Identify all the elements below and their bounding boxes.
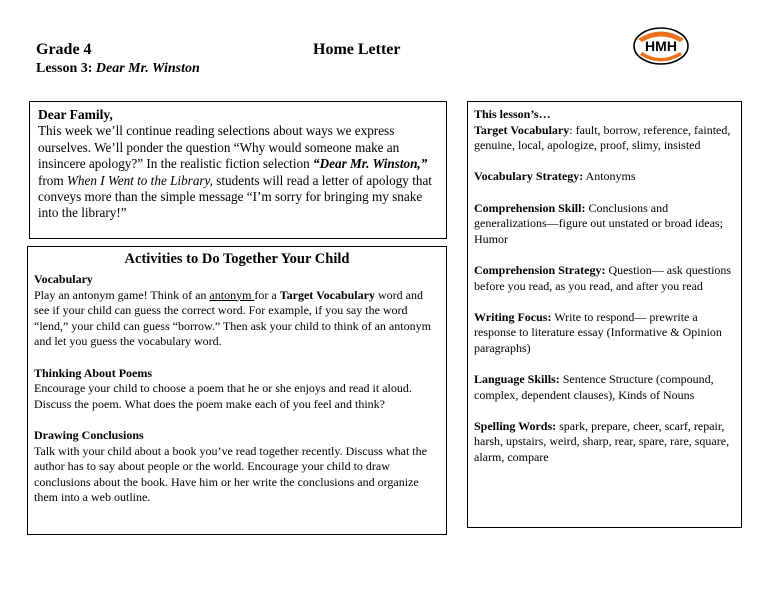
vocab-text-2: for a [254, 287, 280, 302]
vocab-text-3: word and see if your child can guess the correct word. For example, if you say the word “lend,” your child can guess “borrow.” Then ask your child to think of an antonym and let you guess the vocabulary word. [34, 287, 431, 349]
letter-box [29, 101, 447, 239]
vocabulary-strategy [474, 169, 735, 185]
writing-focus-value: Write to respond— prewrite a response to literature essay (Informative & Opinion paragraphs) [474, 309, 722, 355]
selection-title: “Dear Mr. Winston,” [313, 156, 428, 172]
publisher-logo [632, 26, 690, 66]
vocab-text [34, 288, 440, 350]
vocab-text-1: Play an antonym game! Think of an [34, 287, 210, 302]
comp-skill-label: Comprehension Skill: [474, 200, 586, 215]
writing-focus [474, 310, 735, 357]
lesson-label: Lesson 3: [36, 61, 93, 76]
letter-text-3: students will read a letter of apology that conveys more than the simple message “I’m sorry for bringing my snake into the library!” [38, 172, 432, 221]
target-vocab-label: Target Vocabulary [474, 122, 570, 137]
vocab-heading: Vocabulary [34, 272, 93, 286]
poems-text: Encourage your child to choose a poem that he or she enjoys and read it aloud. Discuss the poem. What does the poem make each of you feel and think? [34, 381, 412, 411]
comprehension-strategy [474, 263, 735, 294]
comp-strategy-value: Question— ask questions before you read, as you read, and after you read [474, 262, 732, 293]
spelling-words-list: spark, prepare, cheer, scarf, repair, harsh, upstairs, weird, sharp, rear, spare, rare, square, alarm, compare [474, 418, 730, 465]
lesson-sidebar [467, 101, 742, 528]
language-skills [474, 372, 735, 403]
comp-strategy-label: Comprehension Strategy: [474, 262, 606, 277]
sidebar-intro: This lesson’s… [474, 107, 551, 121]
logo-text: HMH [645, 38, 677, 54]
spelling-words-label: Spelling Words: [474, 418, 557, 433]
comp-skill-value: Conclusions and generalizations—figure out unstated or broad ideas; Humor [474, 200, 723, 246]
vocab-strategy-value: Antonyms [583, 169, 636, 184]
antonym-link: antonym [209, 287, 255, 302]
logo-icon [632, 26, 690, 66]
writing-focus-label: Writing Focus: [474, 309, 552, 324]
poems-heading: Thinking About Poems [34, 365, 153, 380]
book-title: When I Went to the Library, [66, 172, 213, 188]
grade-label: Grade 4 [36, 41, 92, 58]
language-skills-value: Sentence Structure (compound, complex, dependent clauses), Kinds of Nouns [474, 372, 714, 402]
target-vocab-list: : fault, borrow, reference, fainted, genuine, local, apologize, proof, slimy, insisted [474, 122, 731, 153]
language-skills-label: Language Skills: [474, 372, 560, 387]
comprehension-skill [474, 201, 735, 248]
lesson-line [36, 61, 200, 77]
letter-text-2: from [38, 172, 67, 188]
page-title: Home Letter [313, 41, 401, 58]
activities-title: Activities to Do Together Your Child [124, 251, 350, 267]
activities-box [27, 246, 447, 535]
letter-body [38, 123, 438, 221]
spelling-words [474, 419, 735, 466]
letter-text-1: This week we’ll continue reading selections about ways we express ourselves. We’ll ponder the question “Why would someone make an insincere apology?” In the realistic fiction selection [38, 123, 400, 172]
target-vocab-bold: Target Vocabulary [279, 287, 375, 302]
vocab-strategy-label: Vocabulary Strategy: [474, 169, 584, 184]
conclusions-text: Talk with your child about a book you’ve read together recently. Discuss what the author has to say about people or the world. Encourage your child to draw conclusions about the book. Have him or her write the conclusions and organize them into a web outline. [34, 443, 427, 505]
conclusions-heading: Drawing Conclusions [34, 427, 144, 442]
letter-greeting: Dear Family, [38, 107, 113, 122]
target-vocabulary [474, 123, 735, 154]
lesson-name: Dear Mr. Winston [95, 61, 200, 76]
